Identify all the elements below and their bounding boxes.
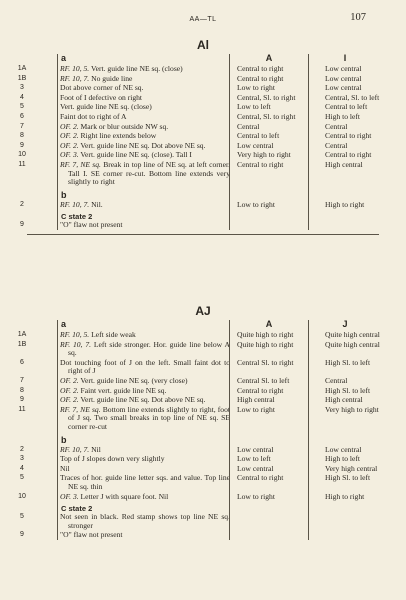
flaw-description: Traces of hor. guide line letter sqs. and value. Top line NE sq. thin [60,473,230,491]
first-letter-position: Quite high to right [237,330,294,339]
column-rule [229,320,230,540]
row-number: 10 [18,492,26,500]
flaw-description: Vert. guide line NE sq. (close) [90,64,183,73]
row-number: 9 [20,531,24,539]
page-header [0,14,406,26]
plate-reference: RF. 10, 5. [60,64,90,73]
second-letter-position: High central [325,395,363,405]
table-row [0,142,406,151]
table-row [0,113,406,122]
table-row [0,377,406,386]
row-description [60,113,230,122]
section-title: Al [197,38,209,52]
section-al [0,38,406,235]
first-letter-position: Central to right [237,473,284,483]
row-number: 8 [20,386,24,394]
running-head: AA—TL [189,16,217,23]
second-letter-position: Central, Sl. to left [325,92,380,102]
plate-reference: OF. 2. [60,395,79,405]
row-number: 4 [20,464,24,472]
table-row [0,65,406,74]
row-description [60,161,230,187]
section-title: AJ [195,304,211,318]
flaw-description: No guide line [91,73,133,83]
flaw-description: Left side stronger. Hor. guide line below A sq. [68,339,231,358]
plate-reference: OF. 3. [60,491,79,501]
second-letter-position: Central to left [325,102,368,112]
table-rows [0,331,406,432]
plate-reference: OF. 2. [60,375,79,385]
second-letter-position: High to left [325,111,361,121]
plate-reference: RF. 7, NE sq. [60,404,101,414]
table-row [0,474,406,491]
row-description [60,465,230,474]
second-letter-position: Central to right [325,150,372,160]
row-number: 11 [18,160,26,168]
flaw-description: Right line extends below [80,131,157,141]
first-letter-position: Central, Sl. to right [237,92,296,102]
table-row [0,201,406,210]
flaw-description: "O" flaw not present [60,220,123,230]
second-letter-position: Low central [325,73,362,83]
plate-reference: RF. 10, 7. [60,444,90,454]
subsection-heading: C state 2 [61,504,93,514]
row-number: 2 [20,445,24,453]
first-letter-position: High central [237,395,275,405]
plate-table [0,54,406,230]
row-number: 9 [20,141,24,149]
second-letter-position [325,531,403,540]
subsection-heading: C state 2 [61,212,93,222]
first-letter-position: Low central [237,140,274,150]
first-letter-position: Low to right [237,491,275,501]
second-letter-position [325,221,403,230]
column-rule [57,54,58,230]
flaw-description: Vert. guide line NE sq. Dot above NE sq. [80,395,206,405]
column-rule [308,54,309,230]
table-rows [0,65,406,187]
plate-table [0,320,406,540]
flaw-description: Foot of I defective on right [60,92,143,102]
section-aj [0,304,406,541]
flaw-description: "O" flaw not present [60,530,123,540]
first-letter-position: Central Sl. to left [237,375,290,385]
table-row [0,493,406,502]
plate-reference: RF. 7, NE sq. [60,159,101,169]
second-letter-position: High Sl. to left [325,385,371,395]
first-letter-position: Central to right [237,64,284,73]
table-row [0,396,406,405]
flaw-description: Faint dot to right of A [60,111,127,121]
column-header-description: a [61,53,67,63]
first-letter-position: Low to right [237,404,275,414]
first-letter-position: Low to left [237,102,271,112]
row-number: 2 [20,200,24,208]
second-letter-position: Very high central [325,463,378,473]
column-header-first-letter: A [265,319,273,329]
first-letter-position: Low to right [237,199,275,209]
row-description [60,94,230,103]
second-letter-position: High Sl. to left [325,357,371,367]
row-description [60,103,230,112]
table-row [0,455,406,464]
row-description [60,65,230,74]
row-description [60,341,230,358]
flaw-description: Nil. [91,199,103,209]
row-description [60,359,230,376]
table-rows [0,201,406,210]
page-number: 107 [350,12,366,23]
row-description [60,455,230,464]
table-rows [0,513,406,540]
table-row [0,94,406,103]
second-letter-position: High to right [325,491,365,501]
table-row [0,84,406,93]
plate-reference: OF. 2. [60,131,79,141]
flaw-description: Left side weak [91,330,136,339]
first-letter-position: Very high to right [237,150,291,160]
plate-reference: OF. 2. [60,121,79,131]
table-row [0,406,406,432]
first-letter-position: Central to right [237,73,284,83]
row-number: 3 [20,455,24,463]
row-number: 10 [18,151,26,159]
flaw-description: Top of J slopes down very slightly [60,454,165,464]
table-row [0,132,406,141]
flaw-description: Vert. guide line NE sq. (close). Tall I [80,150,192,160]
row-description [60,331,230,340]
row-description [60,151,230,160]
section-divider [27,234,379,235]
first-letter-position: Central to right [237,159,284,169]
second-letter-position: Low central [325,444,362,454]
row-description [60,513,230,530]
row-number: 1A [17,65,27,72]
table-row [0,465,406,474]
row-number: 6 [20,112,24,120]
plate-reference: OF. 2. [60,385,79,395]
plate-reference: RF. 10, 7. [60,73,90,83]
column-headers [0,320,406,331]
second-letter-position: Quite high central [325,339,380,349]
table-row [0,103,406,112]
row-description [60,531,230,540]
second-letter-position: Low central [325,83,362,93]
table-row [0,75,406,84]
second-letter-position: Low central [325,64,362,73]
row-number: 9 [20,396,24,404]
subsection-heading: b [61,434,67,445]
flaw-description: Nil [91,444,101,454]
column-header-second-letter: J [342,319,348,329]
column-header-second-letter: I [343,53,347,63]
table-row [0,531,406,540]
flaw-description: Letter J with square foot. Nil [80,491,169,501]
row-number: 1B [17,74,27,82]
column-header-first-letter: A [265,53,273,63]
second-letter-position: Central [325,121,348,131]
second-letter-position: High Sl. to left [325,473,371,483]
row-number: 4 [20,93,24,101]
table-row [0,341,406,358]
column-rule [229,54,230,230]
plate-reference: RF. 10, 7. [60,199,90,209]
flaw-description: Vert. guide line NE sq. Dot above NE sq. [80,140,206,150]
row-description [60,396,230,405]
first-letter-position: Low to right [237,83,275,93]
table-row [0,331,406,340]
second-letter-position: High central [325,159,363,169]
column-header-description: a [61,319,67,329]
row-description [60,474,230,491]
row-number: 1A [17,331,27,338]
flaw-description: Bottom line extends slightly to right, foot of J sq. Two small breaks in top line of NE sq. SE corner re-cut [68,404,230,431]
first-letter-position: Central, Sl. to right [237,111,296,121]
table-row [0,161,406,187]
second-letter-position: Central [325,140,348,150]
second-letter-position: High to right [325,199,365,209]
row-number: 5 [20,474,24,482]
second-letter-position [325,513,403,530]
first-letter-position: Central to left [237,131,280,141]
row-number: 6 [20,358,24,366]
plate-reference: RF. 10, 5. [60,330,90,339]
plate-reference: OF. 3. [60,150,79,160]
plate-reference: RF. 10, 7. [60,339,92,349]
flaw-description: Vert. guide line NE sq. (close) [60,102,152,112]
second-letter-position: Quite high central [325,330,380,339]
row-number: 9 [20,221,24,229]
first-letter-position: Low central [237,463,274,473]
row-number: 5 [20,103,24,111]
row-description [60,84,230,93]
table-row [0,513,406,530]
row-number: 8 [20,132,24,140]
table-row [0,151,406,160]
second-letter-position: Central [325,375,348,385]
row-number: 7 [20,376,24,384]
first-letter-position: Quite high to right [237,339,294,349]
row-number: 7 [20,122,24,130]
row-description [60,493,230,502]
row-description [60,221,230,230]
column-headers [0,54,406,65]
row-description [60,75,230,84]
table-row [0,446,406,455]
flaw-description: Dot touching foot of J on the left. Small faint dot to right of J [60,357,230,376]
row-description [60,377,230,386]
first-letter-position: Central [237,121,260,131]
row-description [60,387,230,396]
flaw-description: Nil [60,463,70,473]
row-number: 1B [17,340,27,348]
flaw-description: Mark or blur outside NW sq. [80,121,169,131]
table-row [0,221,406,230]
first-letter-position: Low to left [237,454,271,464]
flaw-description: Dot above corner of NE sq. [60,83,144,93]
first-letter-position: Central to right [237,385,284,395]
first-letter-position: Low central [237,444,274,454]
first-letter-position: Central Sl. to right [237,357,294,367]
table-row [0,123,406,132]
column-rule [57,320,58,540]
table-row [0,387,406,396]
row-description [60,132,230,141]
row-number: 3 [20,84,24,92]
row-description [60,201,230,210]
flaw-description: Break in top line of NE sq. at left corner. Tall I. SE corner re-cut. Bottom line extends very slightly to right [68,159,230,187]
row-description [60,123,230,132]
subsection-heading: b [61,189,67,200]
table-row [0,359,406,376]
table-rows [0,221,406,230]
row-number: 5 [20,513,24,521]
row-description [60,446,230,455]
second-letter-position: High to left [325,454,361,464]
flaw-description: Faint vert. guide line NE sq. [80,385,167,395]
column-rule [308,320,309,540]
second-letter-position: Central to right [325,131,372,141]
row-number: 11 [18,405,26,413]
second-letter-position: Very high to right [325,404,379,414]
table-rows [0,446,406,502]
flaw-description: Not seen in black. Red stamp shows top line NE sq. stronger [60,512,230,530]
row-description [60,142,230,151]
flaw-description: Vert. guide line NE sq. (very close) [80,375,188,385]
plate-reference: OF. 2. [60,140,79,150]
row-description [60,406,230,432]
